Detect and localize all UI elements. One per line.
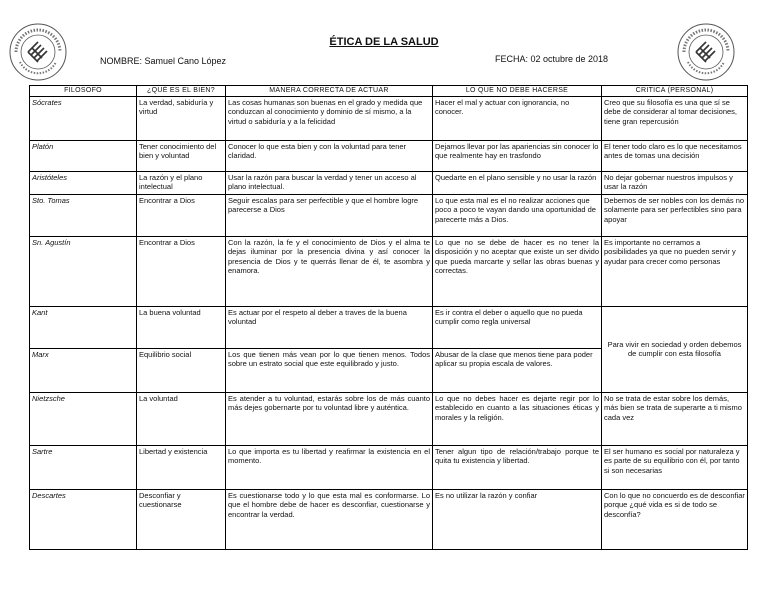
critique-cell: Es importante no cerramos a posibilidades ya que no pueden servir y ayudar para crecer como personas (602, 236, 748, 306)
table-row (30, 96, 748, 140)
philosopher-cell: Marx (30, 348, 137, 392)
philosopher-cell: Platón (30, 140, 137, 171)
table-row (30, 392, 748, 445)
critique-cell: No se trata de estar sobre los demás, más bien se trata de superarte a ti mismo cada vez (602, 392, 748, 445)
critique-cell: El tener todo claro es lo que necesitamos antes de tomas una decisión (602, 140, 748, 171)
good-cell: Equilibrio social (137, 348, 226, 392)
philosopher-cell: Sócrates (30, 96, 137, 140)
action-cell: Conocer lo que esta bien y con la voluntad para tener claridad. (226, 140, 433, 171)
good-cell: Tener conocimiento del bien y voluntad (137, 140, 226, 171)
action-cell: Las cosas humanas son buenas en el grado y medida que conduzcan al conocimiento y dominio de sí mismo, a la virtud o sabiduría y a la felicidad (226, 96, 433, 140)
good-cell: Desconfiar y cuestionarse (137, 489, 226, 549)
university-seal-right (676, 22, 736, 82)
action-cell: Con la razón, la fe y el conocimiento de Dios y el alma te dejas iluminar por la presencia divina y así conocer la presencia de Dios y te querrás llenar de él, te asombra y enamora. (226, 236, 433, 306)
document-date: FECHA: 02 octubre de 2018 (495, 54, 609, 64)
philosopher-cell: Kant (30, 306, 137, 348)
philosopher-cell: Sn. Agustín (30, 236, 137, 306)
not-do-cell: Es ir contra el deber o aquello que no pueda cumplir como regla universal (433, 306, 602, 348)
good-cell: Encontrar a Dios (137, 194, 226, 236)
table-row (30, 306, 748, 348)
critique-cell: El ser humano es social por naturaleza y es parte de su equilibrio con él, por tanto si son necesarias (602, 445, 748, 489)
critique-cell: Con lo que no concuerdo es de desconfiar porque ¿qué vida es si de todo se desconfía? (602, 489, 748, 549)
not-do-cell: Lo que no debes hacer es dejarte regir por lo establecido en cuanto a las situaciones éticas y morales y la religión. (433, 392, 602, 445)
ethics-table (29, 85, 748, 550)
good-cell: La buena voluntad (137, 306, 226, 348)
not-do-cell: Tener algun tipo de relación/trabajo porque te quita tu existencia y libertad. (433, 445, 602, 489)
document-title: ÉTICA DE LA SALUD (329, 36, 439, 48)
table-row (30, 236, 748, 306)
table-header-row (30, 86, 748, 97)
header-good: ¿QUÉ ES EL BIEN? (137, 86, 226, 97)
critique-cell: No dejar gobernar nuestros impulsos y usar la razón (602, 171, 748, 194)
header-not-do: LO QUE NO DEBE HACERSE (433, 86, 602, 97)
philosopher-cell: Aristóteles (30, 171, 137, 194)
not-do-cell: Es no utilizar la razón y confiar (433, 489, 602, 549)
university-seal-left (8, 22, 68, 82)
action-cell: Es actuar por el respeto al deber a traves de la buena voluntad (226, 306, 433, 348)
philosopher-cell: Descartes (30, 489, 137, 549)
not-do-cell: Hacer el mal y actuar con ignorancia, no conocer. (433, 96, 602, 140)
good-cell: La verdad, sabiduría y virtud (137, 96, 226, 140)
action-cell: Lo que importa es tu libertad y reafirmar la existencia en el momento. (226, 445, 433, 489)
action-cell: Es atender a tu voluntad, estarás sobre los de más cuanto más dejes gobernarte por tu voluntad libre y auténtica. (226, 392, 433, 445)
table-row (30, 140, 748, 171)
header-philosopher: FILOSOFO (30, 86, 137, 97)
student-name: NOMBRE: Samuel Cano López (100, 56, 227, 66)
good-cell: La razón y el plano intelectual (137, 171, 226, 194)
philosopher-cell: Sartre (30, 445, 137, 489)
critique-cell: Debemos de ser nobles con los demás no solamente para ser perfectibles sino para apoyar (602, 194, 748, 236)
not-do-cell: Dejarnos llevar por las apariencias sin conocer lo que realmente hay en trasfondo (433, 140, 602, 171)
philosopher-cell: Sto. Tomas (30, 194, 137, 236)
action-cell: Seguir escalas para ser perfectible y que el hombre logre parecerse a Dios (226, 194, 433, 236)
good-cell: Encontrar a Dios (137, 236, 226, 306)
not-do-cell: Lo que esta mal es el no realizar acciones que poco a poco te vayan dando una oportunidad de parecerte más a Dios. (433, 194, 602, 236)
action-cell: Los que tienen más vean por lo que tienen menos. Todos sobre un estrato social que este equilibrado y justo. (226, 348, 433, 392)
critique-cell: Creo que su filosofía es una que sí se debe de considerar al tomar decisiones, tiene gran repercusión (602, 96, 748, 140)
action-cell: Usar la razón para buscar la verdad y tener un acceso al plano intelectual. (226, 171, 433, 194)
table-row (30, 171, 748, 194)
not-do-cell: Quedarte en el plano sensible y no usar la razón (433, 171, 602, 194)
philosopher-cell: Nietzsche (30, 392, 137, 445)
good-cell: Libertad y existencia (137, 445, 226, 489)
table-row (30, 489, 748, 549)
critique-cell: Para vivir en sociedad y orden debemos de cumplir con esta filosofía (602, 306, 748, 392)
header-correct-action: MANERA CORRECTA DE ACTUAR (226, 86, 433, 97)
header-critique: CRITICA (PERSONAL) (602, 86, 748, 97)
not-do-cell: Abusar de la clase que menos tiene para poder aplicar su propia escala de valores. (433, 348, 602, 392)
not-do-cell: Lo que no se debe de hacer es no tener la disposición y no aceptar que existe un ser divido que pueda marcarte y sellar las obras buenas y correctas. (433, 236, 602, 306)
table-row (30, 194, 748, 236)
action-cell: Es cuestionarse todo y lo que esta mal es conformarse. Lo que el hombre debe de hacer es desconfiar, cuestionarse y encontrar la verdad. (226, 489, 433, 549)
table-row (30, 445, 748, 489)
good-cell: La voluntad (137, 392, 226, 445)
